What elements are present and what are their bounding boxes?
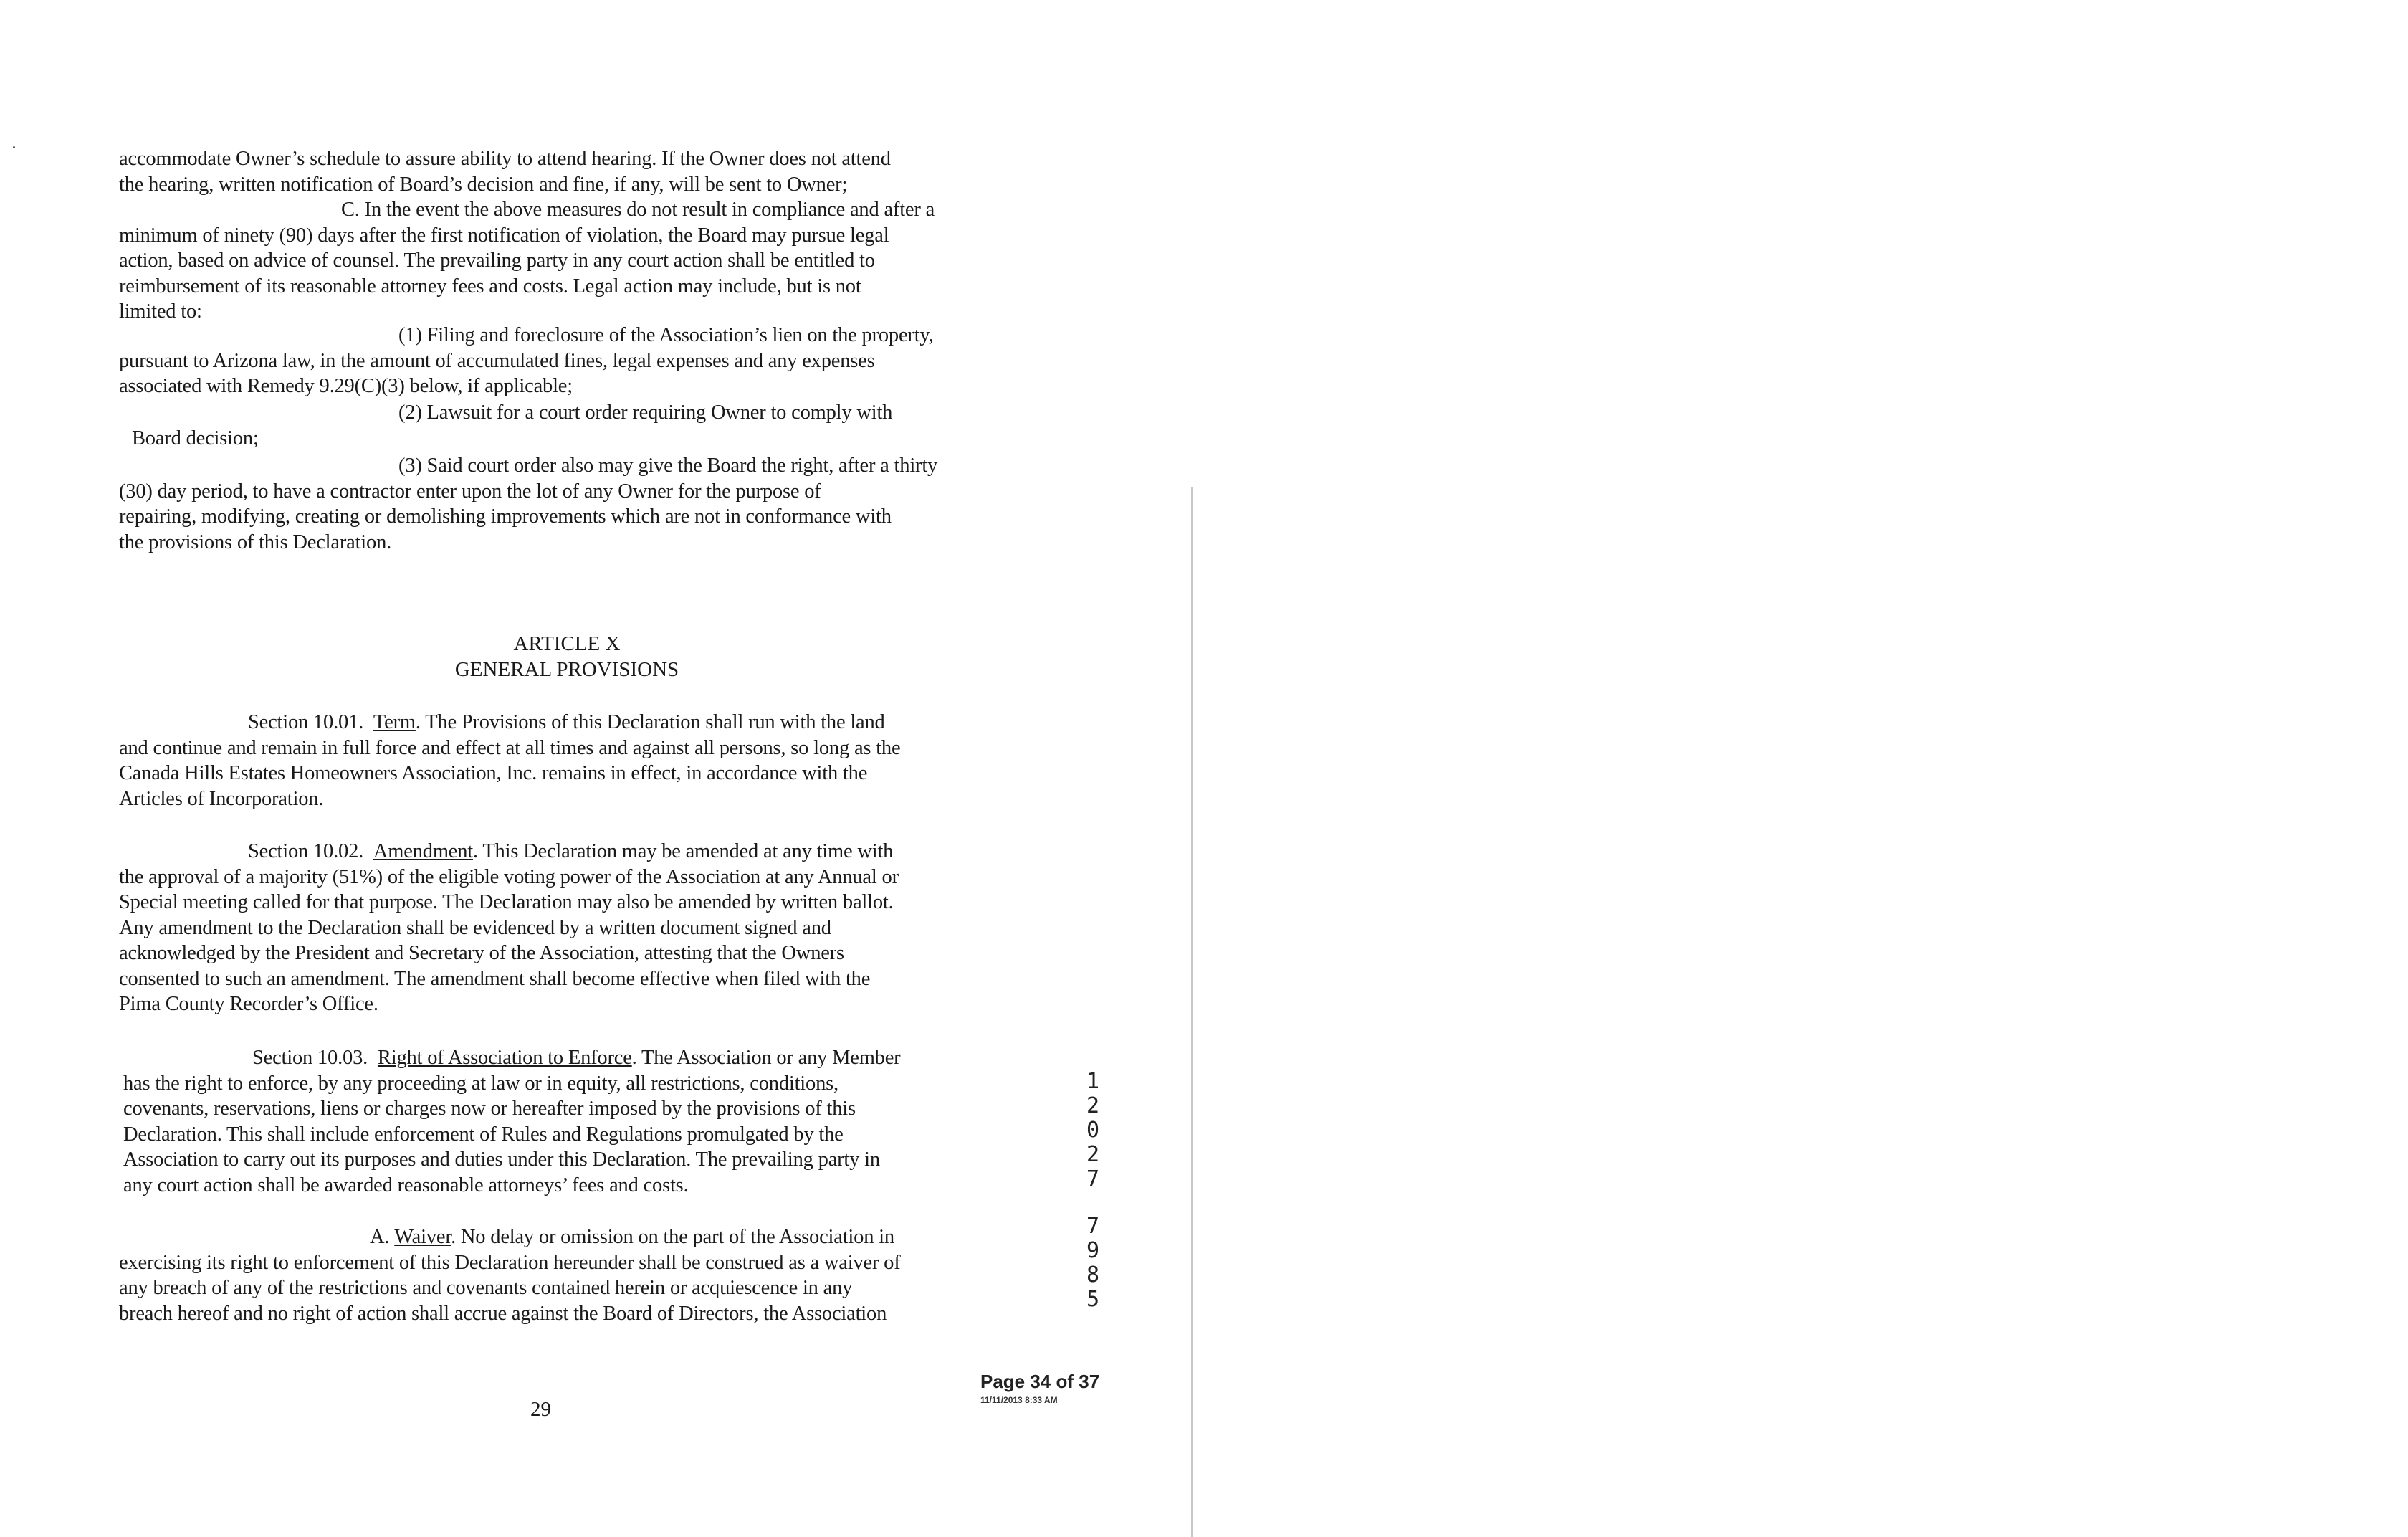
text-line: acknowledged by the President and Secretary of the Association, attesting that the Owners xyxy=(119,942,844,964)
section-lead-text: . This Declaration may be amended at any time with xyxy=(473,840,894,862)
recorder-sequence-number xyxy=(1081,1070,1105,1312)
subsection-letter: A. xyxy=(370,1226,390,1248)
section-10-02 xyxy=(119,839,1009,1017)
section-lead xyxy=(119,710,1009,736)
page-number: 29 xyxy=(530,1398,551,1421)
article-number: ARTICLE X xyxy=(513,632,621,655)
text-line: and continue and remain in full force and effect at all times and against all persons, so long as the xyxy=(119,736,901,759)
text-line: Board decision; xyxy=(132,427,259,449)
text-line: Special meeting called for that purpose. The Declaration may also be amended by written ballot. xyxy=(119,891,894,913)
text-line: (3) Said court order also may give the Board the right, after a thirty xyxy=(398,455,938,477)
text-line: the provisions of this Declaration. xyxy=(119,530,392,553)
list-item-lawsuit xyxy=(119,400,1009,451)
section-10-03 xyxy=(123,1045,986,1198)
paragraph-hearing-notice xyxy=(119,146,1009,325)
text-line: breach hereof and no right of action shall accrue against the Board of Directors, the Association xyxy=(119,1302,887,1325)
section-lead xyxy=(123,1045,986,1071)
text-line: C. In the event the above measures do not result in compliance and after a xyxy=(341,199,935,221)
section-lead xyxy=(119,839,1009,865)
text-line: reimbursement of its reasonable attorney fees and costs. Legal action may include, but is not xyxy=(119,275,861,298)
text-line: has the right to enforce, by any proceeding at law or in equity, all restrictions, conditions, xyxy=(123,1072,838,1095)
article-title: GENERAL PROVISIONS xyxy=(454,658,679,681)
subsection-lead-text: . No delay or omission on the part of the Association in xyxy=(451,1226,894,1248)
text-line: limited to: xyxy=(119,300,202,323)
text-line: (2) Lawsuit for a court order requiring Owner to comply with xyxy=(398,401,893,424)
scan-edge-line xyxy=(1191,487,1193,1537)
recorder-digit: 5 xyxy=(1086,1287,1100,1312)
recorder-digit: 2 xyxy=(1086,1093,1100,1118)
recorder-digit: 8 xyxy=(1086,1262,1100,1288)
section-title: Amendment xyxy=(373,840,474,862)
text-line: any court action shall be awarded reasonable attorneys’ fees and costs. xyxy=(123,1174,689,1196)
recorder-digit: 7 xyxy=(1086,1214,1100,1239)
list-item-lien-foreclosure xyxy=(119,323,1009,399)
recorder-digit: 0 xyxy=(1086,1118,1100,1143)
text-line: Any amendment to the Declaration shall be evidenced by a written document signed and xyxy=(119,916,831,939)
text-line: (1) Filing and foreclosure of the Association’s lien on the property, xyxy=(398,324,934,346)
text-line: consented to such an amendment. The amendment shall become effective when filed with the xyxy=(119,967,871,990)
text-line: Articles of Incorporation. xyxy=(119,787,324,810)
section-number: Section 10.03. xyxy=(252,1047,368,1069)
section-lead-text: . The Association or any Member xyxy=(631,1047,901,1069)
text-line: Association to carry out its purposes and duties under this Declaration. The prevailing party in xyxy=(123,1148,880,1171)
text-line: Declaration. This shall include enforcement of Rules and Regulations promulgated by the xyxy=(123,1123,844,1146)
digit-gap xyxy=(1081,1191,1105,1214)
text-line: the hearing, written notification of Board’s decision and fine, if any, will be sent to Owner; xyxy=(119,173,848,196)
recorder-page-stamp: Page 34 of 37 xyxy=(980,1371,1100,1392)
text-line: associated with Remedy 9.29(C)(3) below, if applicable; xyxy=(119,375,573,397)
text-line: exercising its right to enforcement of this Declaration hereunder shall be construed as a waiver of xyxy=(119,1251,901,1274)
text-line: Pima County Recorder’s Office. xyxy=(119,993,378,1015)
recorder-digit: 7 xyxy=(1086,1166,1100,1191)
list-item-court-order xyxy=(119,453,1009,555)
article-heading xyxy=(119,631,1015,682)
recorder-digit: 9 xyxy=(1086,1238,1100,1263)
section-title: Right of Association to Enforce xyxy=(377,1047,632,1069)
text-line: minimum of ninety (90) days after the first notification of violation, the Board may pursue legal xyxy=(119,224,889,247)
section-lead xyxy=(119,1224,983,1250)
subsection-waiver xyxy=(119,1224,983,1326)
text-line: repairing, modifying, creating or demolishing improvements which are not in conformance with xyxy=(119,505,892,528)
recorder-digit: 1 xyxy=(1086,1069,1100,1094)
section-title: Term xyxy=(373,711,416,733)
text-line: accommodate Owner’s schedule to assure ability to attend hearing. If the Owner does not attend xyxy=(119,148,891,170)
section-number: Section 10.02. xyxy=(248,840,364,862)
section-10-01 xyxy=(119,710,1009,812)
text-line: covenants, reservations, liens or charges now or hereafter imposed by the provisions of this xyxy=(123,1098,856,1120)
text-line: the approval of a majority (51%) of the eligible voting power of the Association at any Annual or xyxy=(119,865,899,888)
text-line: pursuant to Arizona law, in the amount of accumulated fines, legal expenses and any expenses xyxy=(119,349,875,372)
scan-speck xyxy=(13,146,15,148)
text-line: any breach of any of the restrictions and covenants contained herein or acquiescence in any xyxy=(119,1277,853,1299)
recorder-digit: 2 xyxy=(1086,1142,1100,1167)
subsection-title: Waiver xyxy=(394,1226,452,1248)
section-lead-text: . The Provisions of this Declaration shall run with the land xyxy=(415,711,885,733)
section-number: Section 10.01. xyxy=(248,711,364,733)
text-line: Canada Hills Estates Homeowners Association, Inc. remains in effect, in accordance with the xyxy=(119,762,868,784)
text-line: action, based on advice of counsel. The prevailing party in any court action shall be entitled to xyxy=(119,249,875,272)
recorder-timestamp: 11/11/2013 8:33 AM xyxy=(980,1395,1058,1405)
text-line: (30) day period, to have a contractor enter upon the lot of any Owner for the purpose of xyxy=(119,480,821,503)
